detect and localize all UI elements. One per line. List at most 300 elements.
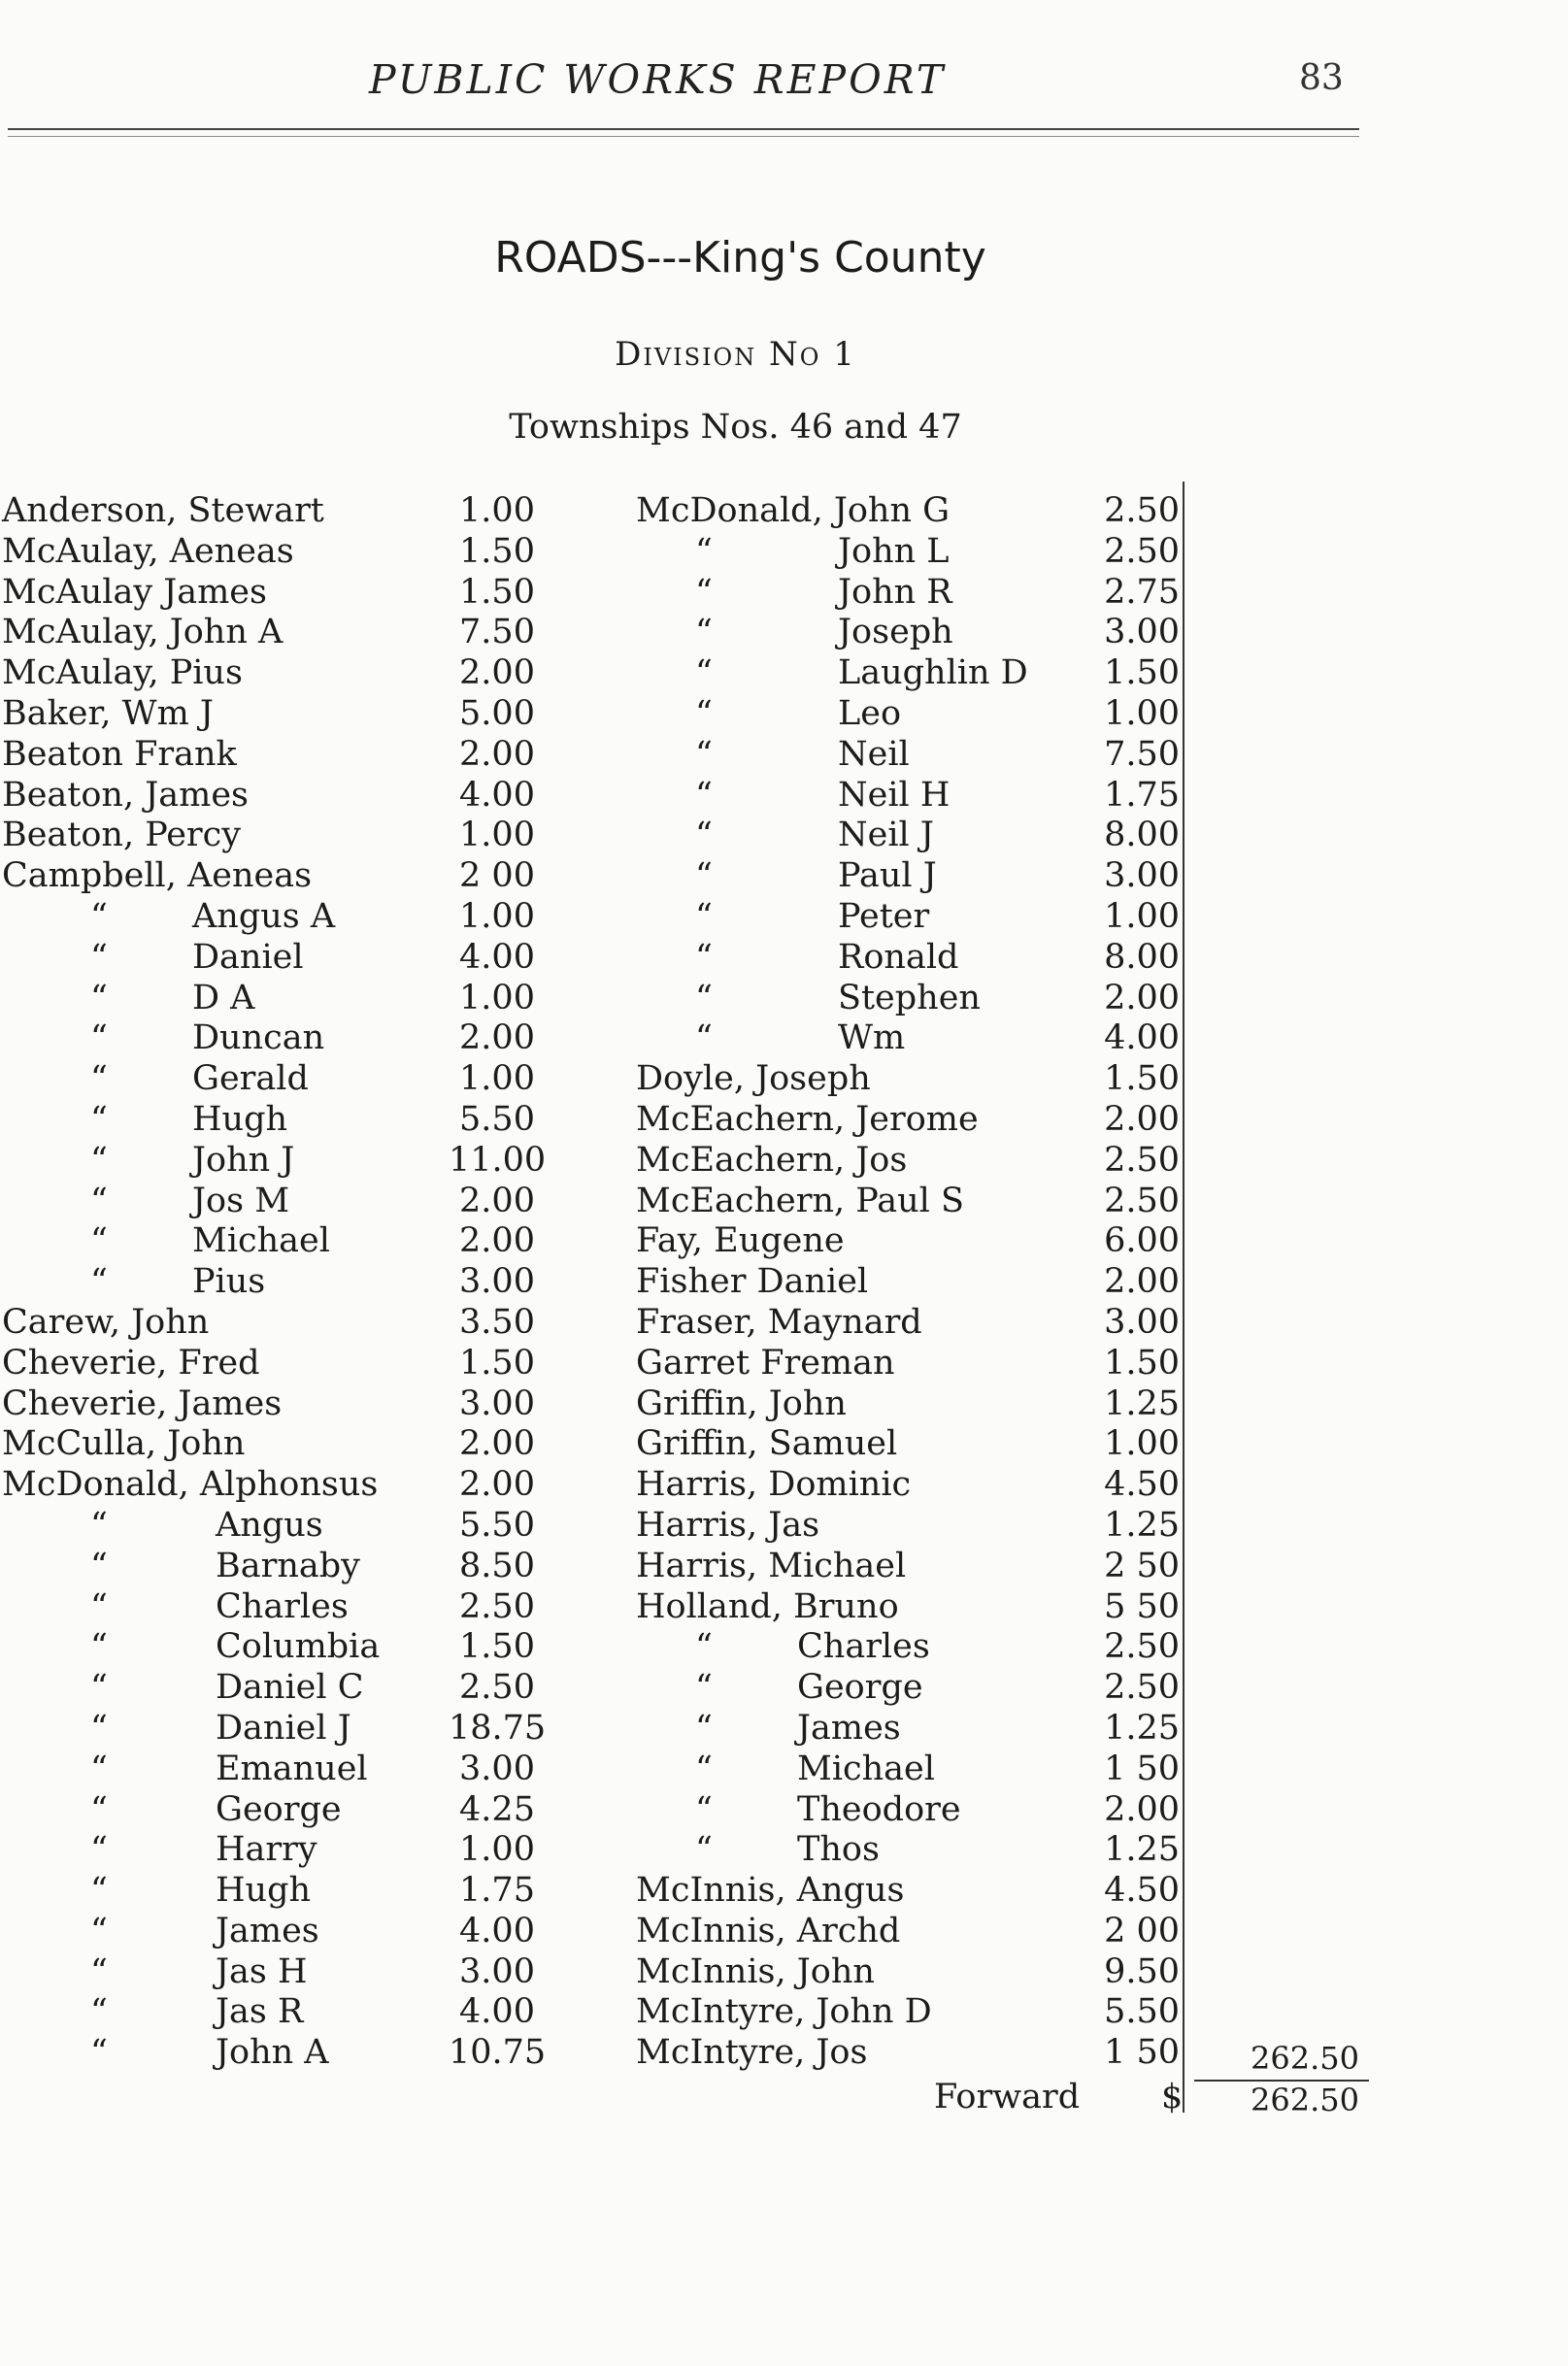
entry-name — [216, 1790, 342, 1831]
ledger-row — [636, 1871, 1238, 1912]
entry-name-text: McInnis, John — [636, 1951, 875, 1991]
entry-name-text: Carew, John — [2, 1302, 210, 1342]
entry-name-text: Duncan — [192, 1018, 325, 1058]
entry-amount: 4.00 — [1104, 1018, 1180, 1058]
ledger-row — [636, 491, 1238, 532]
entry-name-text: Michael — [797, 1749, 935, 1788]
entry-name — [838, 979, 981, 1019]
ditto-mark: “ — [90, 1830, 108, 1870]
entry-amount: 1.00 — [1104, 693, 1180, 733]
ditto-mark: “ — [695, 856, 713, 896]
amount-column-rule — [1183, 482, 1184, 2113]
entry-name-text: Columbia — [216, 1627, 381, 1667]
entry-amount: 4.50 — [1104, 1871, 1180, 1911]
ledger-row — [2, 1018, 546, 1059]
entry-amount: 2.00 — [1104, 978, 1180, 1017]
ledger-row — [636, 1100, 1238, 1141]
ditto-mark: “ — [90, 1505, 108, 1545]
entry-name — [192, 1059, 309, 1100]
ledger-row — [2, 1059, 546, 1100]
ditto-mark: “ — [90, 1992, 108, 2032]
entry-name — [636, 1465, 911, 1506]
entry-name-text: McAulay, Pius — [2, 653, 243, 693]
entry-amount: 2.50 — [459, 1668, 535, 1708]
ledger-row — [636, 1830, 1238, 1871]
entry-name-text: Harry — [216, 1830, 317, 1870]
entry-name — [838, 856, 937, 897]
ledger-row — [2, 1871, 546, 1912]
entry-name — [636, 1424, 897, 1465]
ditto-mark: “ — [695, 937, 713, 977]
entry-name — [216, 1709, 351, 1750]
entry-name — [2, 1303, 209, 1344]
ledger-row — [2, 1627, 546, 1668]
ditto-mark: “ — [695, 816, 713, 855]
ditto-mark: “ — [695, 1789, 713, 1829]
ledger-row — [636, 2033, 1238, 2074]
entry-name-text: Emanuel — [216, 1749, 368, 1788]
entry-name — [216, 1547, 360, 1587]
ledger-row — [2, 1952, 546, 1993]
entry-name — [636, 1384, 847, 1425]
entry-name — [838, 1018, 905, 1059]
ledger-row — [636, 776, 1238, 816]
entry-name-text: Stephen — [838, 978, 981, 1017]
entry-name-text: McCulla, John — [2, 1424, 246, 1464]
ledger-row — [636, 1221, 1238, 1262]
entry-name-text: Leo — [838, 693, 902, 733]
entry-amount: 9.50 — [1104, 1951, 1180, 1991]
entry-name-text: Barnaby — [216, 1546, 360, 1585]
column-total: 262.50 — [1251, 2040, 1359, 2077]
entry-name-text: Garret Freman — [636, 1343, 895, 1383]
entry-amount: 2.00 — [1104, 1262, 1180, 1302]
entry-amount: 1.50 — [1104, 653, 1180, 693]
ditto-mark: “ — [695, 775, 713, 815]
entry-name-text: McIntyre, John D — [636, 1992, 932, 2032]
entry-amount: 2.75 — [1104, 572, 1180, 612]
ledger-row — [636, 573, 1238, 614]
entry-amount: 2.50 — [1104, 1627, 1180, 1667]
ditto-mark: “ — [695, 1668, 713, 1708]
entry-amount: 1.50 — [459, 531, 535, 571]
division-subtitle: Division No 1 — [615, 335, 856, 374]
entry-amount: 1 50 — [1104, 2033, 1180, 2073]
entry-name — [636, 1587, 899, 1628]
ditto-mark: “ — [90, 1789, 108, 1829]
entry-amount: 2.00 — [459, 1181, 535, 1220]
ditto-mark: “ — [695, 653, 713, 693]
running-title: PUBLIC WORKS REPORT — [369, 56, 947, 103]
entry-amount: 1.00 — [459, 1059, 535, 1099]
entry-amount: 10.75 — [449, 2033, 547, 2073]
entry-name-text: Joseph — [838, 613, 953, 652]
entry-name-text: James — [216, 1911, 319, 1950]
entry-name-text: Harris, Michael — [636, 1546, 907, 1585]
entry-amount: 5 50 — [1104, 1586, 1180, 1626]
forward-amount: 262.50 — [1251, 2082, 1359, 2118]
entry-amount: 11.00 — [449, 1140, 547, 1180]
entry-name — [636, 1100, 979, 1141]
ledger-row — [2, 1790, 546, 1831]
entry-amount: 4.00 — [459, 1992, 535, 2032]
entry-amount: 3.00 — [459, 1262, 535, 1302]
entry-amount: 2.50 — [1104, 1668, 1180, 1708]
entry-amount: 3.00 — [459, 1951, 535, 1991]
ledger-row — [2, 1506, 546, 1547]
ledger-row — [636, 1182, 1238, 1222]
entry-name-text: John L — [838, 531, 950, 571]
ditto-mark: “ — [90, 896, 108, 936]
entry-name-text: McAulay, John A — [2, 613, 284, 652]
entry-amount: 2.00 — [459, 1018, 535, 1058]
entry-name — [636, 1547, 906, 1587]
ledger-row — [636, 1709, 1238, 1750]
ditto-mark: “ — [90, 1099, 108, 1139]
entry-name — [2, 613, 283, 653]
entry-name — [838, 816, 934, 856]
entry-name-text: Fraser, Maynard — [636, 1302, 922, 1342]
entry-amount: 6.00 — [1104, 1221, 1180, 1261]
entry-amount: 4.25 — [459, 1789, 535, 1829]
entry-name-text: Campbell, Aeneas — [2, 856, 313, 896]
entry-name — [192, 1100, 287, 1141]
ditto-mark: “ — [90, 1911, 108, 1950]
entry-name — [216, 1627, 380, 1668]
ledger-row — [636, 1384, 1238, 1425]
entry-amount: 1.50 — [459, 1343, 535, 1383]
ditto-mark: “ — [90, 1951, 108, 1991]
entry-name — [838, 938, 958, 979]
ledger-row — [2, 816, 546, 856]
entry-amount: 1 50 — [1104, 1749, 1180, 1788]
entry-amount: 7.50 — [459, 613, 535, 652]
entry-amount: 1.50 — [459, 1627, 535, 1667]
entry-name — [2, 491, 324, 532]
ledger-row — [2, 1424, 546, 1465]
entry-amount: 5.50 — [1104, 1992, 1180, 2032]
entry-amount: 3.00 — [459, 1749, 535, 1788]
entry-name — [636, 1344, 895, 1384]
entry-name-text: Thos — [797, 1830, 880, 1870]
entry-amount: 4.00 — [459, 1911, 535, 1950]
entry-amount: 2.00 — [1104, 1789, 1180, 1829]
entry-name-text: Anderson, Stewart — [2, 491, 324, 530]
entry-name-text: Angus — [216, 1505, 323, 1545]
ledger-row — [636, 979, 1238, 1019]
entry-amount: 2.50 — [459, 1586, 535, 1626]
entry-name-text: Fisher Daniel — [636, 1262, 869, 1302]
ledger-row — [2, 1344, 546, 1384]
ledger-row — [636, 532, 1238, 573]
entry-amount: 3.00 — [1104, 1302, 1180, 1342]
ledger-row — [636, 735, 1238, 776]
entry-amount: 1.75 — [459, 1871, 535, 1911]
entry-name — [216, 2033, 329, 2074]
entry-name — [192, 1221, 330, 1262]
entry-name-text: Wm — [838, 1018, 906, 1058]
entry-name-text: McInnis, Archd — [636, 1911, 901, 1950]
ditto-mark: “ — [695, 531, 713, 571]
ditto-mark: “ — [695, 613, 713, 652]
entry-name-text: McEachern, Jos — [636, 1140, 908, 1180]
ditto-mark: “ — [90, 1059, 108, 1099]
ditto-mark: “ — [90, 1262, 108, 1302]
entry-name — [797, 1750, 935, 1790]
running-head — [0, 56, 1408, 115]
entry-amount: 1.25 — [1104, 1383, 1180, 1423]
left-column — [2, 491, 546, 2074]
ditto-mark: “ — [90, 1627, 108, 1667]
ditto-mark: “ — [90, 937, 108, 977]
entry-name-text: McDonald, John G — [636, 491, 951, 530]
entry-name-text: Daniel — [192, 937, 304, 977]
entry-name — [838, 573, 952, 614]
entry-amount: 1.00 — [1104, 896, 1180, 936]
entry-name — [192, 1182, 289, 1222]
entry-amount: 1.25 — [1104, 1505, 1180, 1545]
entry-name-text: Cheverie, Fred — [2, 1343, 260, 1383]
ledger-row — [636, 1303, 1238, 1344]
entry-name-text: George — [797, 1668, 923, 1708]
ledger-row — [636, 856, 1238, 897]
entry-amount: 1.25 — [1104, 1830, 1180, 1870]
ditto-mark: “ — [90, 1586, 108, 1626]
header-rule — [8, 128, 1359, 130]
entry-name-text: Hugh — [192, 1099, 288, 1139]
entry-name-text: Fay, Eugene — [636, 1221, 845, 1261]
entry-name-text: Harris, Jas — [636, 1505, 820, 1545]
ledger-row — [636, 1627, 1238, 1668]
page-title: ROADS---King's County — [494, 233, 986, 283]
entry-amount: 1.00 — [459, 816, 535, 855]
entry-amount: 1.00 — [459, 1830, 535, 1870]
entry-name-text: Beaton, Percy — [2, 816, 242, 855]
entry-amount: 18.75 — [449, 1708, 547, 1748]
entry-amount: 1.00 — [459, 978, 535, 1017]
entry-amount: 8.00 — [1104, 937, 1180, 977]
ledger-row — [2, 1547, 546, 1587]
ledger-row — [636, 1059, 1238, 1100]
entry-amount: 5.50 — [459, 1099, 535, 1139]
entry-amount: 2 00 — [459, 856, 535, 896]
ledger-row — [636, 1424, 1238, 1465]
ledger-row — [636, 1141, 1238, 1182]
ditto-mark: “ — [695, 734, 713, 774]
entry-amount: 2.00 — [459, 653, 535, 693]
entry-amount: 2 50 — [1104, 1546, 1180, 1585]
entry-name — [636, 491, 950, 532]
entry-name — [216, 1871, 311, 1912]
entry-name — [216, 1587, 349, 1628]
ledger-row — [2, 1384, 546, 1425]
entry-amount: 7.50 — [1104, 734, 1180, 774]
ditto-mark: “ — [90, 1181, 108, 1220]
entry-name-text: Michael — [192, 1221, 330, 1261]
entry-name — [636, 1506, 819, 1547]
entry-name-text: Holland, Bruno — [636, 1586, 899, 1626]
entry-name-text: Baker, Wm J — [2, 693, 214, 733]
entry-amount: 3.00 — [1104, 856, 1180, 896]
entry-amount: 4.50 — [1104, 1465, 1180, 1505]
entry-name-text: McInnis, Angus — [636, 1871, 905, 1911]
entry-name-text: McAulay, Aeneas — [2, 531, 294, 571]
entry-name-text: McDonald, Alphonsus — [2, 1465, 379, 1505]
ledger-row — [2, 491, 546, 532]
entry-name — [216, 1952, 308, 1993]
ledger-row — [2, 897, 546, 938]
entry-name — [192, 938, 304, 979]
entry-name — [2, 776, 249, 816]
entry-amount: 2.00 — [459, 1221, 535, 1261]
ledger-row — [2, 979, 546, 1019]
entry-name — [797, 1830, 880, 1871]
entry-name — [192, 979, 254, 1019]
entry-amount: 2.00 — [459, 1465, 535, 1505]
ledger-row — [636, 1992, 1238, 2033]
ditto-mark: “ — [90, 1668, 108, 1708]
entry-name — [636, 1871, 904, 1912]
entry-name — [797, 1709, 901, 1750]
ledger-row — [2, 1465, 546, 1506]
ditto-mark: “ — [695, 1018, 713, 1058]
ledger-row — [2, 532, 546, 573]
entry-name — [2, 856, 312, 897]
entry-name-text: Doyle, Joseph — [636, 1059, 871, 1099]
entry-name — [2, 1344, 260, 1384]
entry-name — [636, 1912, 900, 1952]
entry-name-text: D A — [192, 978, 255, 1017]
entry-amount: 2 00 — [1104, 1911, 1180, 1950]
ledger-row — [636, 1547, 1238, 1587]
entry-amount: 1.50 — [1104, 1059, 1180, 1099]
entry-amount: 2.00 — [459, 1424, 535, 1464]
entry-name — [216, 1912, 319, 1952]
entry-name — [838, 735, 910, 776]
entry-name — [838, 653, 1028, 694]
entry-amount: 4.00 — [459, 937, 535, 977]
entry-name-text: Neil H — [838, 775, 951, 815]
ledger-row — [2, 1182, 546, 1222]
entry-amount: 3.00 — [459, 1383, 535, 1423]
entry-name — [2, 816, 241, 856]
entry-name-text: Jas H — [216, 1951, 308, 1991]
entry-name — [2, 1465, 378, 1506]
entry-name — [216, 1992, 303, 2033]
ledger-row — [636, 1912, 1238, 1952]
entry-name-text: Beaton, James — [2, 775, 249, 815]
entry-name-text: Cheverie, James — [2, 1383, 283, 1423]
entry-name — [838, 897, 929, 938]
ditto-mark: “ — [90, 1018, 108, 1058]
ledger-row — [2, 573, 546, 614]
entry-amount: 8.00 — [1104, 816, 1180, 855]
ditto-mark: “ — [90, 1546, 108, 1585]
ditto-mark: “ — [90, 1221, 108, 1261]
entry-name — [2, 653, 243, 694]
ledger-row — [2, 776, 546, 816]
townships-line: Townships Nos. 46 and 47 — [509, 408, 962, 447]
entry-name — [636, 2033, 867, 2074]
ledger-row — [636, 1465, 1238, 1506]
entry-name — [838, 776, 950, 816]
entry-name-text: McEachern, Paul S — [636, 1181, 964, 1220]
ledger-row — [2, 1750, 546, 1790]
entry-amount: 2.00 — [1104, 1099, 1180, 1139]
ledger-row — [2, 1992, 546, 2033]
entry-amount: 3.50 — [459, 1302, 535, 1342]
entry-name-text: Laughlin D — [838, 653, 1028, 693]
entry-name-text: Harris, Dominic — [636, 1465, 912, 1505]
entry-amount: 1.75 — [1104, 775, 1180, 815]
ledger-row — [2, 1221, 546, 1262]
ditto-mark: “ — [695, 896, 713, 936]
entry-name-text: John R — [838, 572, 952, 612]
ledger-row — [636, 1668, 1238, 1709]
ledger-row — [636, 1952, 1238, 1993]
entry-name — [838, 532, 950, 573]
entry-amount: 2.00 — [459, 734, 535, 774]
entry-name-text: Gerald — [192, 1059, 309, 1099]
entry-name — [2, 573, 267, 614]
ledger-row — [2, 735, 546, 776]
entry-amount: 2.50 — [1104, 531, 1180, 571]
entry-amount: 8.50 — [459, 1546, 535, 1585]
entry-name-text: Neil — [838, 734, 910, 774]
entry-name — [797, 1790, 961, 1831]
ledger-row — [2, 938, 546, 979]
ditto-mark: “ — [695, 1708, 713, 1748]
forward-currency: $ — [1161, 2078, 1184, 2116]
ditto-mark: “ — [90, 1708, 108, 1748]
ledger-row — [636, 897, 1238, 938]
entry-name — [216, 1668, 363, 1709]
entry-name-text: Charles — [797, 1627, 930, 1667]
entry-name — [797, 1627, 930, 1668]
ledger-row — [636, 1587, 1238, 1628]
ledger-row — [636, 1506, 1238, 1547]
ditto-mark: “ — [695, 978, 713, 1017]
ditto-mark: “ — [90, 978, 108, 1017]
ditto-mark: “ — [695, 1749, 713, 1788]
ditto-mark: “ — [695, 572, 713, 612]
entry-name-text: George — [216, 1789, 342, 1829]
entry-name-text: John J — [192, 1140, 295, 1180]
entry-name — [216, 1750, 368, 1790]
entry-name — [636, 1141, 907, 1182]
entry-name — [636, 1182, 964, 1222]
entry-name-text: Hugh — [216, 1871, 312, 1911]
entry-amount: 5.50 — [459, 1505, 535, 1545]
ledger-row — [2, 1262, 546, 1303]
entry-name-text: Paul J — [838, 856, 937, 896]
entry-name-text: Beaton Frank — [2, 734, 237, 774]
entry-name-text: Griffin, Samuel — [636, 1424, 898, 1464]
entry-name — [192, 1018, 324, 1059]
entry-amount: 1.50 — [1104, 1343, 1180, 1383]
entry-name-text: Pius — [192, 1262, 266, 1302]
ledger-row — [2, 1668, 546, 1709]
entry-name — [636, 1992, 932, 2033]
entry-amount: 1.00 — [1104, 1424, 1180, 1464]
ledger-row — [2, 1141, 546, 1182]
ledger-row — [2, 1587, 546, 1628]
entry-amount: 5.00 — [459, 693, 535, 733]
entry-name-text: Jos M — [192, 1181, 290, 1220]
entry-name-text: McIntyre, Jos — [636, 2033, 868, 2073]
ledger-row — [636, 694, 1238, 735]
ledger-row — [636, 653, 1238, 694]
